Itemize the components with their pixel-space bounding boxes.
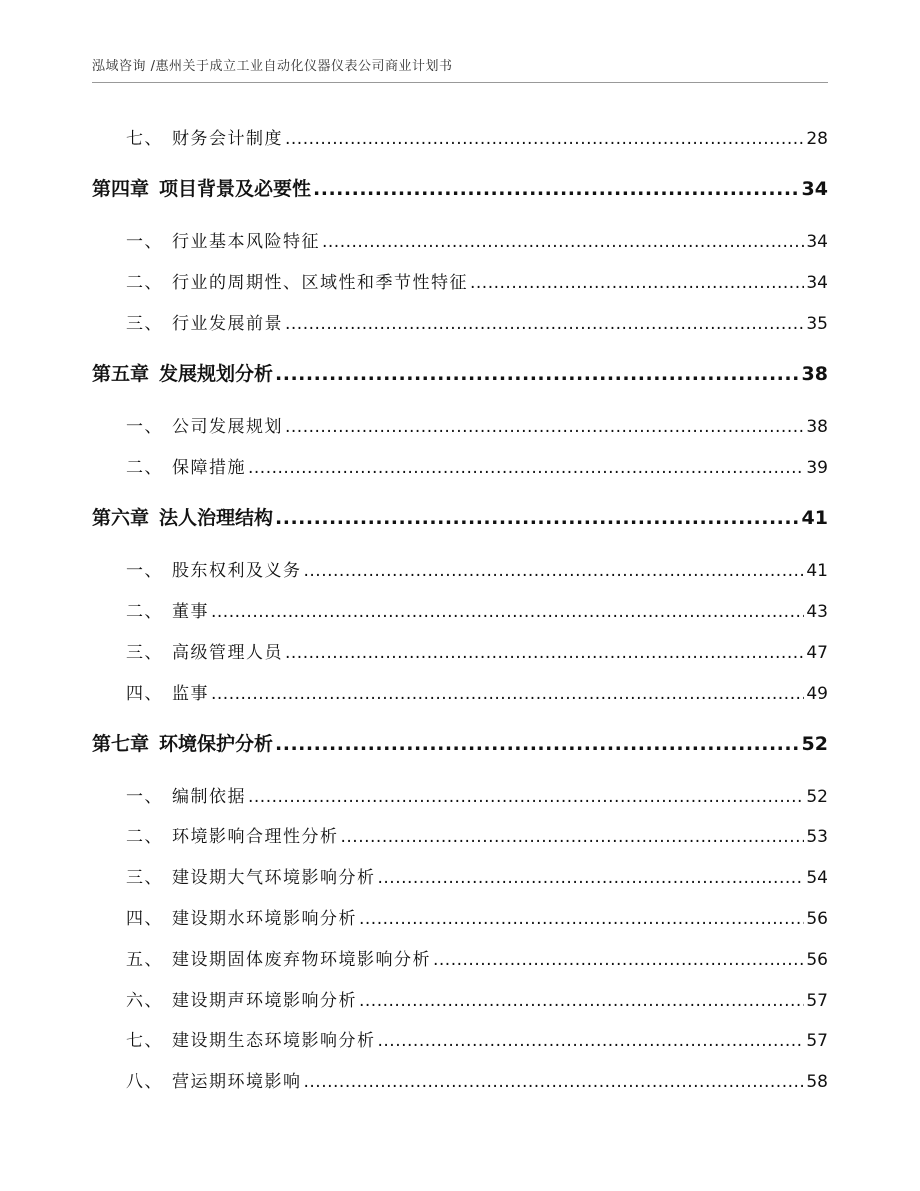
toc-entry-number: 一、 — [126, 417, 163, 437]
header-divider — [92, 82, 828, 83]
toc-leader-dots — [285, 417, 804, 437]
toc-entry-number: 四、 — [126, 909, 163, 929]
toc-entry-title: 股东权利及义务 — [172, 561, 302, 581]
toc-leader-dots — [211, 602, 804, 622]
toc-chapter[interactable] — [92, 503, 828, 530]
toc-entry-title: 建设期固体废弃物环境影响分析 — [172, 950, 431, 970]
toc-entry-page: 49 — [806, 684, 828, 704]
toc-chapter-page: 38 — [801, 363, 828, 385]
toc-leader-dots — [304, 1072, 805, 1092]
toc-leader-dots — [304, 561, 805, 581]
toc-entry[interactable] — [92, 782, 828, 807]
toc-leader-dots — [275, 733, 800, 755]
toc-entry[interactable] — [92, 638, 828, 663]
toc-entry-title: 公司发展规划 — [172, 417, 283, 437]
toc-leader-dots — [378, 1031, 805, 1051]
toc-leader-dots — [378, 868, 805, 888]
toc-entry-title: 保障措施 — [172, 458, 246, 478]
toc-entry-page: 53 — [806, 827, 828, 847]
toc-chapter-title: 法人治理结构 — [159, 507, 274, 529]
toc-entry-number: 二、 — [126, 602, 163, 622]
toc-entry[interactable] — [92, 556, 828, 581]
toc-entry-title: 董事 — [172, 602, 209, 622]
toc-entry-number: 三、 — [126, 314, 163, 334]
toc-leader-dots — [248, 458, 804, 478]
toc-chapter[interactable] — [92, 729, 828, 756]
toc-chapter-number: 第五章 — [92, 363, 150, 385]
toc-entry-page: 54 — [806, 868, 828, 888]
toc-entry-title: 建设期大气环境影响分析 — [172, 868, 376, 888]
toc-entry-title: 编制依据 — [172, 787, 246, 807]
toc-leader-dots — [275, 507, 800, 529]
toc-leader-dots — [275, 363, 800, 385]
toc-entry-page: 57 — [806, 991, 828, 1011]
toc-entry-number: 七、 — [126, 1031, 163, 1051]
toc-leader-dots — [470, 273, 804, 293]
toc-chapter-number: 第四章 — [92, 178, 150, 200]
toc-entry[interactable] — [92, 1067, 828, 1092]
toc-entry[interactable] — [92, 986, 828, 1011]
toc-entry-title: 建设期生态环境影响分析 — [172, 1031, 376, 1051]
toc-entry-number: 四、 — [126, 684, 163, 704]
toc-leader-dots — [359, 991, 804, 1011]
toc-entry[interactable] — [92, 412, 828, 437]
toc-entry[interactable] — [92, 679, 828, 704]
toc-entry-title: 行业的周期性、区域性和季节性特征 — [172, 273, 468, 293]
toc-entry[interactable] — [92, 597, 828, 622]
toc-entry-number: 三、 — [126, 868, 163, 888]
toc-entry-number: 七、 — [126, 129, 163, 149]
toc-entry[interactable] — [92, 1026, 828, 1051]
toc-entry-number: 一、 — [126, 561, 163, 581]
toc-leader-dots — [341, 827, 805, 847]
toc-chapter-page: 41 — [801, 507, 828, 529]
toc-chapter[interactable] — [92, 359, 828, 386]
toc-entry-title: 行业基本风险特征 — [172, 232, 320, 252]
toc-chapter-title: 项目背景及必要性 — [159, 178, 312, 200]
toc-chapter-page: 34 — [801, 178, 828, 200]
toc-leader-dots — [433, 950, 804, 970]
toc-entry-title: 营运期环境影响 — [172, 1072, 302, 1092]
toc-chapter-title: 发展规划分析 — [159, 363, 274, 385]
toc-entry-number: 一、 — [126, 787, 163, 807]
page-header: 泓域咨询 /惠州关于成立工业自动化仪器仪表公司商业计划书 — [92, 59, 453, 74]
toc-entry-number: 三、 — [126, 643, 163, 663]
toc-chapter-title: 环境保护分析 — [159, 733, 274, 755]
toc-chapter-page: 52 — [801, 733, 828, 755]
toc-entry-title: 监事 — [172, 684, 209, 704]
toc-entry-title: 高级管理人员 — [172, 643, 283, 663]
toc-entry[interactable] — [92, 863, 828, 888]
toc-entry-page: 34 — [806, 232, 828, 252]
toc-entry-page: 38 — [806, 417, 828, 437]
toc-chapter-number: 第六章 — [92, 507, 150, 529]
toc-entry-number: 二、 — [126, 273, 163, 293]
toc-leader-dots — [211, 684, 804, 704]
toc-leader-dots — [359, 909, 804, 929]
toc-entry-page: 43 — [806, 602, 828, 622]
toc-leader-dots — [322, 232, 804, 252]
toc-entry[interactable] — [92, 309, 828, 334]
toc-entry[interactable] — [92, 822, 828, 847]
toc-entry-number: 一、 — [126, 232, 163, 252]
toc-entry-number: 五、 — [126, 950, 163, 970]
toc-entry-title: 建设期声环境影响分析 — [172, 991, 357, 1011]
toc-entry-title: 行业发展前景 — [172, 314, 283, 334]
toc-entry-title: 建设期水环境影响分析 — [172, 909, 357, 929]
toc-entry-page: 41 — [806, 561, 828, 581]
toc-entry-page: 47 — [806, 643, 828, 663]
toc-entry-page: 58 — [806, 1072, 828, 1092]
toc-leader-dots — [313, 178, 800, 200]
toc-entry-page: 57 — [806, 1031, 828, 1051]
toc-entry-number: 二、 — [126, 458, 163, 478]
toc-entry-number: 二、 — [126, 827, 163, 847]
toc-entry-title: 财务会计制度 — [172, 129, 283, 149]
toc-entry-page: 56 — [806, 909, 828, 929]
toc-entry[interactable] — [92, 227, 828, 252]
toc-chapter[interactable] — [92, 174, 828, 201]
toc-leader-dots — [248, 787, 804, 807]
toc-entry-page: 35 — [806, 314, 828, 334]
toc-entry-page: 28 — [806, 129, 828, 149]
toc-entry-title: 环境影响合理性分析 — [172, 827, 339, 847]
toc-entry-number: 八、 — [126, 1072, 163, 1092]
toc-entry[interactable] — [92, 268, 828, 293]
toc-entry[interactable] — [92, 124, 828, 149]
toc-entry[interactable] — [92, 453, 828, 478]
toc-entry[interactable] — [92, 945, 828, 970]
toc-leader-dots — [285, 643, 804, 663]
toc-entry-page: 39 — [806, 458, 828, 478]
toc-entry-page: 52 — [806, 787, 828, 807]
toc-leader-dots — [285, 314, 804, 334]
toc-entry-number: 六、 — [126, 991, 163, 1011]
toc-leader-dots — [285, 129, 804, 149]
toc-chapter-number: 第七章 — [92, 733, 150, 755]
toc-entry[interactable] — [92, 904, 828, 929]
toc-entry-page: 34 — [806, 273, 828, 293]
toc-entry-page: 56 — [806, 950, 828, 970]
